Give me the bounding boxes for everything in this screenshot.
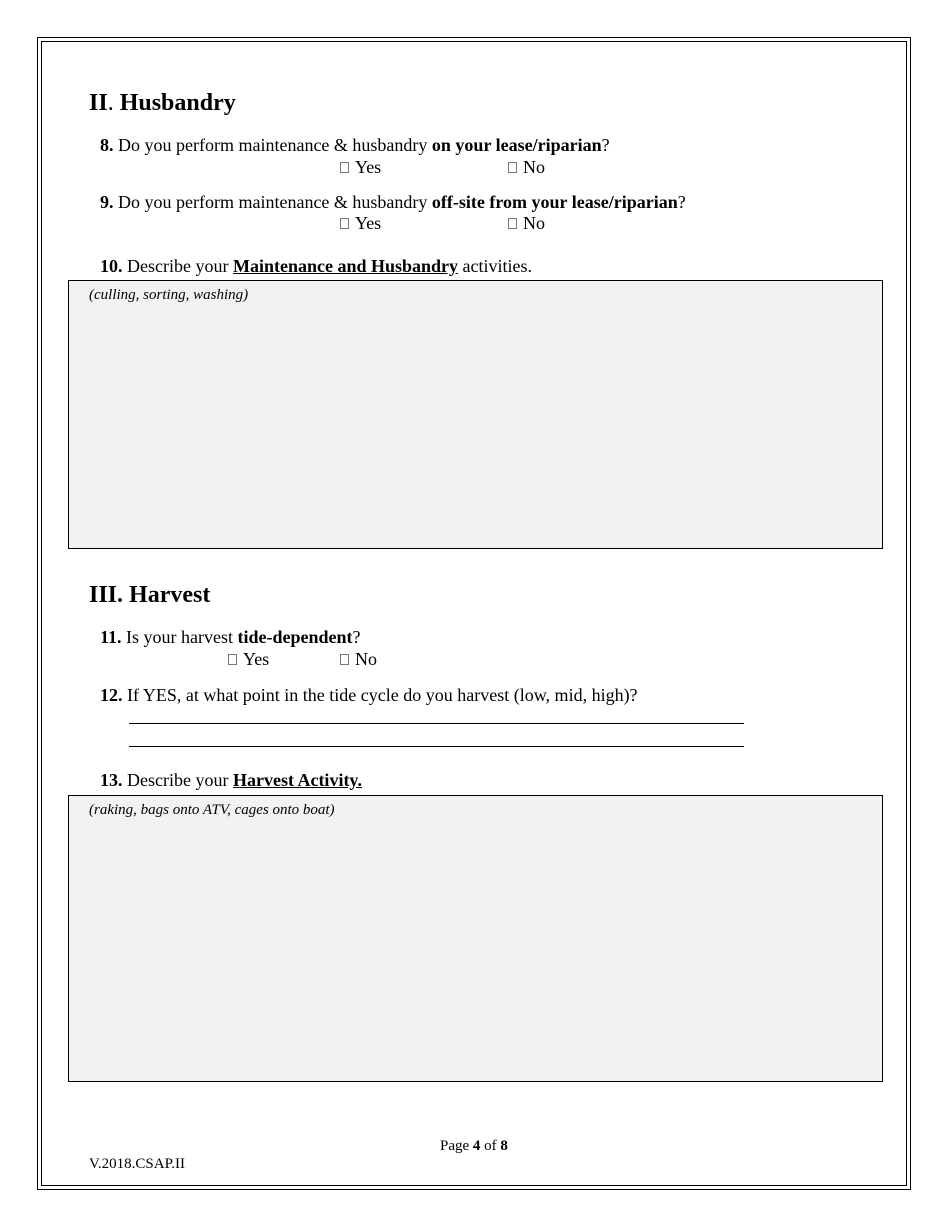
harvest-activity-textarea[interactable] [68, 795, 883, 1082]
section-title-text: Husbandry [119, 90, 236, 116]
page-total: 8 [500, 1138, 508, 1154]
section-dot: . [107, 90, 114, 116]
checkbox-icon[interactable] [340, 218, 349, 229]
checkbox-icon[interactable] [340, 162, 349, 173]
question-11 [100, 627, 361, 648]
question-number: 8. [100, 135, 114, 155]
option-label: Yes [355, 157, 382, 177]
option-label: Yes [355, 213, 382, 233]
q9-yes-option[interactable] [340, 213, 381, 234]
question-number: 10. [100, 256, 123, 276]
question-8 [100, 135, 610, 156]
option-label: Yes [243, 649, 270, 669]
question-mark: ? [677, 192, 686, 212]
page-word: Page [440, 1138, 470, 1154]
option-label: No [523, 157, 545, 177]
answer-line-1[interactable] [129, 723, 744, 724]
form-version: V.2018.CSAP.II [89, 1156, 185, 1172]
checkbox-icon[interactable] [228, 654, 237, 665]
textarea-hint: (raking, bags onto ATV, cages onto boat) [89, 802, 335, 818]
question-text: Do you perform maintenance & husbandry [118, 135, 428, 155]
q8-yes-option[interactable] [340, 157, 381, 178]
q8-no-option[interactable] [508, 157, 545, 178]
question-emphasis: on your lease/riparian [431, 135, 602, 155]
page-of: of [484, 1138, 497, 1154]
checkbox-icon[interactable] [508, 162, 517, 173]
question-emphasis: tide-dependent [237, 627, 353, 647]
question-emphasis: off-site from your lease/riparian [431, 192, 678, 212]
question-text-end: activities. [462, 256, 532, 276]
question-text: Describe your [127, 256, 229, 276]
section-roman: II [89, 90, 108, 116]
question-text: Is your harvest [126, 627, 233, 647]
q11-no-option[interactable] [340, 649, 377, 670]
question-emphasis: Maintenance and Husbandry [232, 256, 459, 276]
checkbox-icon[interactable] [508, 218, 517, 229]
section-title-harvest: III. Harvest [89, 582, 211, 608]
question-number: 11. [100, 627, 122, 647]
option-label: No [355, 649, 377, 669]
question-text: If YES, at what point in the tide cycle do you harvest (low, mid, high)? [127, 685, 638, 705]
question-number: 12. [100, 685, 123, 705]
checkbox-icon[interactable] [340, 654, 349, 665]
question-12 [100, 685, 638, 706]
page-current: 4 [472, 1138, 481, 1154]
question-number: 9. [100, 192, 114, 212]
question-number: 13. [100, 770, 123, 790]
answer-line-2[interactable] [129, 746, 744, 747]
question-text: Describe your [127, 770, 229, 790]
question-mark: ? [601, 135, 610, 155]
option-label: No [523, 213, 545, 233]
question-emphasis: Harvest Activity. [232, 770, 362, 790]
maintenance-husbandry-textarea[interactable] [68, 280, 883, 549]
q11-yes-option[interactable] [228, 649, 269, 670]
question-9 [100, 192, 686, 213]
question-13 [100, 770, 362, 791]
textarea-hint: (culling, sorting, washing) [89, 287, 249, 303]
question-10 [100, 256, 532, 277]
page-number [440, 1138, 508, 1155]
question-text: Do you perform maintenance & husbandry [118, 192, 428, 212]
q9-no-option[interactable] [508, 213, 545, 234]
question-mark: ? [352, 627, 361, 647]
section-title-husbandry [89, 90, 236, 117]
